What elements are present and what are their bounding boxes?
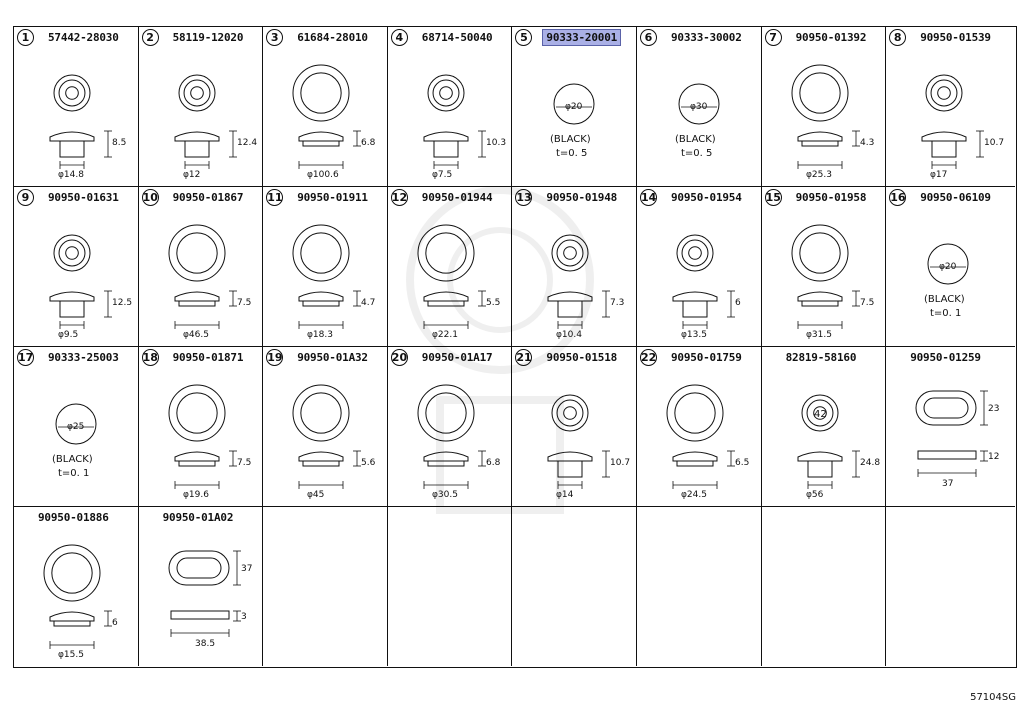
- part-drawing-svg: [762, 369, 886, 507]
- diameter-label: φ25.3: [805, 170, 832, 180]
- part-inner-ring: [433, 80, 459, 106]
- part-top-view: [667, 385, 723, 441]
- part-number-label[interactable]: 58119-12020: [172, 31, 244, 44]
- part-side-profile: [175, 292, 219, 301]
- part-cell[interactable]: [886, 347, 1015, 507]
- part-inner-ring: [682, 240, 708, 266]
- height-label: 8.5: [112, 138, 127, 148]
- part-cell[interactable]: [263, 27, 388, 187]
- height-label: 7.3: [610, 298, 625, 308]
- part-side-profile: [798, 292, 842, 301]
- part-number-label[interactable]: 90950-01958: [795, 191, 867, 204]
- part-drawing-svg: [388, 209, 512, 347]
- part-drawing-svg: [14, 49, 138, 187]
- part-number-label[interactable]: 90333-30002: [671, 31, 742, 44]
- part-number-badge: 16: [890, 191, 906, 204]
- diameter-label: φ18.3: [307, 330, 334, 340]
- part-drawing: [139, 369, 263, 507]
- diameter-label: φ45: [307, 490, 325, 500]
- thickness-label: 12: [988, 452, 1000, 462]
- part-side-profile: [424, 132, 468, 141]
- part-drawing: [512, 209, 636, 347]
- part-number-label[interactable]: 90333-25003: [48, 351, 119, 364]
- part-drawing: [139, 529, 263, 666]
- diameter-label: φ22.1: [431, 330, 458, 340]
- part-flange: [179, 461, 215, 466]
- part-flange: [802, 141, 838, 146]
- part-number-badge: 6: [640, 29, 657, 46]
- diameter-label: φ30: [690, 102, 708, 112]
- part-inner-ring: [675, 393, 715, 433]
- thickness-note: t=0. 5: [681, 148, 713, 159]
- part-number-label[interactable]: 90950-01518: [546, 351, 618, 364]
- part-side-profile: [299, 292, 343, 301]
- part-flange: [428, 461, 464, 466]
- part-number-badge: 3: [266, 29, 283, 46]
- diameter-label: φ9.5: [58, 330, 79, 340]
- part-side-profile: [50, 292, 94, 301]
- part-number-label[interactable]: 90950-01759: [671, 351, 742, 364]
- part-drawing: [762, 369, 886, 507]
- part-drawing: [14, 529, 138, 666]
- part-drawing: [139, 209, 263, 347]
- part-center-hole: [66, 247, 79, 260]
- part-drawing: [139, 49, 263, 187]
- empty-cell: [886, 507, 1015, 666]
- part-inner-ring: [301, 233, 341, 273]
- part-drawing-svg: [388, 49, 512, 187]
- height-label: 10.7: [984, 138, 1005, 148]
- thickness-note: t=0. 5: [556, 148, 588, 159]
- part-inner-ring: [176, 393, 216, 433]
- part-number-badge: 22: [641, 351, 657, 364]
- part-top-view: [293, 225, 349, 281]
- part-shank: [558, 301, 582, 317]
- part-drawing-svg: [263, 49, 387, 187]
- oval-outline: [916, 391, 976, 425]
- part-side-profile: [175, 452, 219, 461]
- part-side-profile: [548, 292, 592, 301]
- part-cell[interactable]: [388, 187, 513, 347]
- height-label: 10.3: [485, 138, 506, 148]
- part-number-badge: 8: [889, 29, 906, 46]
- part-cell[interactable]: [512, 347, 637, 507]
- width-label: 38.5: [194, 639, 215, 649]
- part-number-label[interactable]: 90950-01259: [910, 351, 981, 364]
- part-number-label[interactable]: 90950-01886: [38, 511, 109, 524]
- part-number-badge: 10: [142, 191, 158, 204]
- part-drawing-svg: [139, 209, 263, 347]
- part-cell[interactable]: [762, 187, 887, 347]
- part-drawing: [14, 49, 138, 187]
- empty-cell: [762, 507, 887, 666]
- part-inner-ring: [426, 393, 466, 433]
- part-drawing-svg: [637, 49, 761, 187]
- part-side-profile: [50, 612, 94, 621]
- height-label: 5.5: [485, 298, 501, 308]
- part-flange: [802, 301, 838, 306]
- diameter-label: φ56: [805, 490, 823, 500]
- part-inner-ring: [184, 80, 210, 106]
- part-cell[interactable]: [512, 187, 637, 347]
- width-label: 37: [942, 479, 954, 489]
- part-drawing-svg: [762, 49, 886, 187]
- part-drawing-svg: [14, 529, 138, 666]
- part-number-badge: 4: [391, 29, 408, 46]
- part-drawing-svg: [14, 209, 138, 347]
- part-inner-ring: [176, 233, 216, 273]
- part-drawing: [886, 369, 1010, 507]
- height-label: 24.8: [859, 458, 880, 468]
- part-number-label[interactable]: 90950-01944: [421, 191, 493, 204]
- height-label: 7.5: [236, 458, 251, 468]
- empty-cell: [263, 507, 388, 666]
- height-label: 23: [988, 404, 1000, 414]
- part-center-hole: [564, 407, 577, 420]
- part-number-badge: 21: [516, 351, 532, 364]
- diameter-label: φ20: [939, 262, 957, 272]
- part-top-view: [169, 225, 225, 281]
- height-label: 6: [112, 618, 118, 628]
- diameter-label: φ46.5: [182, 330, 209, 340]
- part-number-label[interactable]: 90950-01392: [795, 31, 867, 44]
- part-drawing-svg: [637, 369, 761, 507]
- part-cell[interactable]: [263, 347, 388, 507]
- part-cell[interactable]: [139, 347, 264, 507]
- part-flange: [677, 461, 713, 466]
- diameter-label: φ7.5: [431, 170, 453, 180]
- diameter-label: φ25: [67, 422, 85, 432]
- part-drawing-svg: [512, 369, 636, 507]
- color-note: (BLACK): [675, 134, 716, 145]
- part-shank: [60, 301, 84, 317]
- part-drawing-svg: [388, 369, 512, 507]
- empty-cell: [388, 507, 513, 666]
- part-drawing-svg: [14, 369, 138, 507]
- height-label: 10.7: [610, 458, 631, 468]
- part-cell[interactable]: [14, 187, 139, 347]
- part-top-view: [792, 65, 848, 121]
- height-label: 4.3: [859, 138, 874, 148]
- part-top-view: [792, 225, 848, 281]
- part-number-label[interactable]: 90950-01871: [172, 351, 244, 364]
- diameter-label: φ31.5: [805, 330, 832, 340]
- part-shank: [683, 301, 707, 317]
- part-center-hole: [190, 87, 203, 100]
- part-center-hole: [66, 87, 79, 100]
- color-note: (BLACK): [924, 294, 965, 305]
- thickness-note: t=0. 1: [930, 308, 962, 319]
- part-cell[interactable]: [637, 187, 762, 347]
- part-drawing: [263, 209, 387, 347]
- part-drawing-svg: [762, 209, 886, 347]
- part-cell[interactable]: [263, 187, 388, 347]
- part-number-badge: 5: [515, 29, 532, 46]
- part-number-badge: 14: [641, 191, 657, 204]
- part-inner-ring: [557, 240, 583, 266]
- part-drawing-svg: [512, 49, 636, 187]
- part-side-profile: [424, 452, 468, 461]
- part-drawing: [886, 209, 1010, 347]
- part-cell[interactable]: [886, 187, 1015, 347]
- part-top-view: [293, 385, 349, 441]
- part-side-profile: [50, 132, 94, 141]
- part-drawing: [762, 49, 886, 187]
- height-label: 5.6: [361, 458, 376, 468]
- part-shank: [434, 141, 458, 157]
- part-cell[interactable]: [139, 27, 264, 187]
- part-number-label[interactable]: 90950-01954: [671, 191, 742, 204]
- part-drawing: [886, 49, 1010, 187]
- part-side-profile: [673, 292, 717, 301]
- part-side-profile: [299, 452, 343, 461]
- oval-inner: [924, 398, 968, 418]
- part-drawing-svg: [139, 369, 263, 507]
- part-number-badge: 7: [765, 29, 782, 46]
- part-cell[interactable]: [14, 507, 139, 666]
- diameter-label: φ14.8: [58, 170, 84, 180]
- part-number-badge: 13: [516, 191, 532, 204]
- part-drawing-svg: [886, 209, 1010, 347]
- part-number-badge: 17: [18, 351, 34, 364]
- part-inner-ring: [931, 80, 957, 106]
- height-label: 6.8: [361, 138, 376, 148]
- height-label: 37: [240, 564, 253, 574]
- diameter-label: φ14: [556, 490, 574, 500]
- part-drawing: [637, 49, 761, 187]
- part-flange: [303, 301, 339, 306]
- part-number-badge: 9: [17, 189, 34, 206]
- part-number-badge: 2: [142, 29, 159, 46]
- part-top-view: [418, 225, 474, 281]
- diameter-label: φ13.5: [681, 330, 707, 340]
- part-number-badge: 20: [391, 351, 408, 364]
- part-number-label[interactable]: 68714-50040: [421, 31, 493, 44]
- part-drawing-svg: [139, 49, 263, 187]
- part-number-badge: 11: [267, 191, 283, 204]
- part-number-label[interactable]: 90950-01A17: [421, 351, 493, 364]
- part-center-hole: [689, 247, 702, 260]
- oval-inner: [177, 558, 221, 578]
- part-inner-ring: [301, 73, 341, 113]
- part-drawing-svg: [886, 369, 1010, 507]
- part-number-label[interactable]: 90950-01631: [48, 191, 119, 204]
- part-drawing: [263, 49, 387, 187]
- part-flange: [54, 621, 90, 626]
- part-inner-ring: [799, 73, 839, 113]
- part-drawing: [762, 209, 886, 347]
- part-shank: [932, 141, 956, 157]
- part-drawing: [388, 369, 512, 507]
- color-note: (BLACK): [550, 134, 592, 145]
- part-number-label[interactable]: 90950-06109: [920, 191, 991, 204]
- part-drawing: [637, 209, 761, 347]
- part-flange: [303, 461, 339, 466]
- part-inner-ring: [557, 400, 583, 426]
- part-side-profile: [798, 132, 842, 141]
- diameter-label: φ30.5: [431, 490, 458, 500]
- part-top-view: [418, 385, 474, 441]
- part-shank: [558, 461, 582, 477]
- part-number-label[interactable]: 90333-20001: [542, 29, 621, 46]
- part-drawing: [512, 369, 636, 507]
- diameter-label: φ12: [182, 170, 200, 180]
- part-drawing: [14, 369, 138, 507]
- oval-profile: [171, 611, 229, 619]
- part-cell[interactable]: [762, 347, 887, 507]
- diameter-label: φ20: [565, 102, 583, 112]
- height-label: 12.4: [236, 138, 257, 148]
- part-drawing: [388, 49, 512, 187]
- part-inner-ring: [52, 553, 92, 593]
- height-label: 12.5: [112, 298, 133, 308]
- diameter-label: φ10.4: [556, 330, 583, 340]
- part-number-label[interactable]: 90950-01A32: [297, 351, 368, 364]
- diameter-label: φ15.5: [58, 650, 84, 660]
- part-side-profile: [424, 292, 468, 301]
- part-side-profile: [673, 452, 717, 461]
- part-side-profile: [798, 452, 842, 461]
- part-top-view: [44, 545, 100, 601]
- part-drawing-svg: [512, 209, 636, 347]
- part-cell[interactable]: [886, 27, 1015, 187]
- part-cell[interactable]: [762, 27, 887, 187]
- empty-cell: [637, 507, 762, 666]
- part-inner-ring: [301, 393, 341, 433]
- thickness-note: t=0. 1: [58, 468, 90, 479]
- part-drawing-svg: [886, 49, 1010, 187]
- figure-id: 57104SG: [970, 692, 1016, 703]
- thickness-label: 3: [240, 612, 247, 622]
- part-flange: [428, 301, 464, 306]
- empty-cell: [512, 507, 637, 666]
- part-side-profile: [922, 132, 966, 141]
- oval-outline: [169, 551, 229, 585]
- part-top-view: [293, 65, 349, 121]
- height-label: 7.5: [859, 298, 874, 308]
- part-drawing: [14, 209, 138, 347]
- part-cell[interactable]: [388, 347, 513, 507]
- part-number-label[interactable]: 90950-01911: [297, 191, 368, 204]
- part-inner-ring: [799, 233, 839, 273]
- part-cell[interactable]: [637, 347, 762, 507]
- part-cell[interactable]: [512, 27, 637, 187]
- oval-profile: [918, 451, 976, 459]
- part-drawing-svg: [139, 529, 263, 666]
- part-drawing-svg: [263, 369, 387, 507]
- part-side-profile: [299, 132, 343, 141]
- part-side-profile: [548, 452, 592, 461]
- part-drawing: [263, 369, 387, 507]
- part-number-badge: 19: [267, 351, 283, 364]
- part-number-badge: 18: [142, 351, 158, 364]
- part-cell[interactable]: [139, 187, 264, 347]
- part-number-label[interactable]: 90950-01539: [920, 31, 991, 44]
- diameter-label: φ19.6: [182, 490, 209, 500]
- part-center-hole: [439, 87, 452, 100]
- height-label: 4.7: [361, 298, 376, 308]
- part-cell[interactable]: [139, 507, 264, 666]
- part-number-badge: 1: [17, 29, 34, 46]
- part-center-hole: [564, 247, 577, 260]
- part-shank: [185, 141, 209, 157]
- part-cell[interactable]: [388, 27, 513, 187]
- part-drawing: [637, 369, 761, 507]
- part-inner-ring: [59, 80, 85, 106]
- part-flange: [303, 141, 339, 146]
- part-number-badge: 15: [765, 191, 781, 204]
- diameter-label: φ24.5: [681, 490, 707, 500]
- diameter-label: φ17: [930, 170, 948, 180]
- part-number-label[interactable]: 57442-28030: [48, 31, 119, 44]
- part-cell[interactable]: [14, 27, 139, 187]
- part-cell[interactable]: [14, 347, 139, 507]
- part-cell[interactable]: [637, 27, 762, 187]
- height-label: 7.5: [236, 298, 251, 308]
- part-side-profile: [175, 132, 219, 141]
- part-inner-ring: [59, 240, 85, 266]
- part-shank: [60, 141, 84, 157]
- height-label: 6: [735, 298, 741, 308]
- part-center-hole: [938, 87, 951, 100]
- part-drawing: [388, 209, 512, 347]
- height-label: 6.5: [735, 458, 750, 468]
- part-drawing-svg: [637, 209, 761, 347]
- part-drawing-svg: [263, 209, 387, 347]
- color-note: (BLACK): [52, 454, 93, 465]
- part-shank: [808, 461, 832, 477]
- part-top-view: [169, 385, 225, 441]
- part-number-badge: 12: [391, 191, 408, 204]
- part-number-label[interactable]: 90950-01867: [172, 191, 244, 204]
- diameter-label: φ100.6: [307, 170, 339, 180]
- part-number-label[interactable]: 82819-58160: [785, 351, 857, 364]
- part-emboss-label: 42: [813, 409, 827, 420]
- parts-grid: [13, 26, 1017, 668]
- height-label: 6.8: [485, 458, 501, 468]
- part-number-label[interactable]: 90950-01A02: [162, 511, 234, 524]
- part-number-label[interactable]: 90950-01948: [546, 191, 618, 204]
- part-number-label[interactable]: 61684-28010: [297, 31, 368, 44]
- part-drawing: [512, 49, 636, 187]
- part-flange: [179, 301, 215, 306]
- part-inner-ring: [426, 233, 466, 273]
